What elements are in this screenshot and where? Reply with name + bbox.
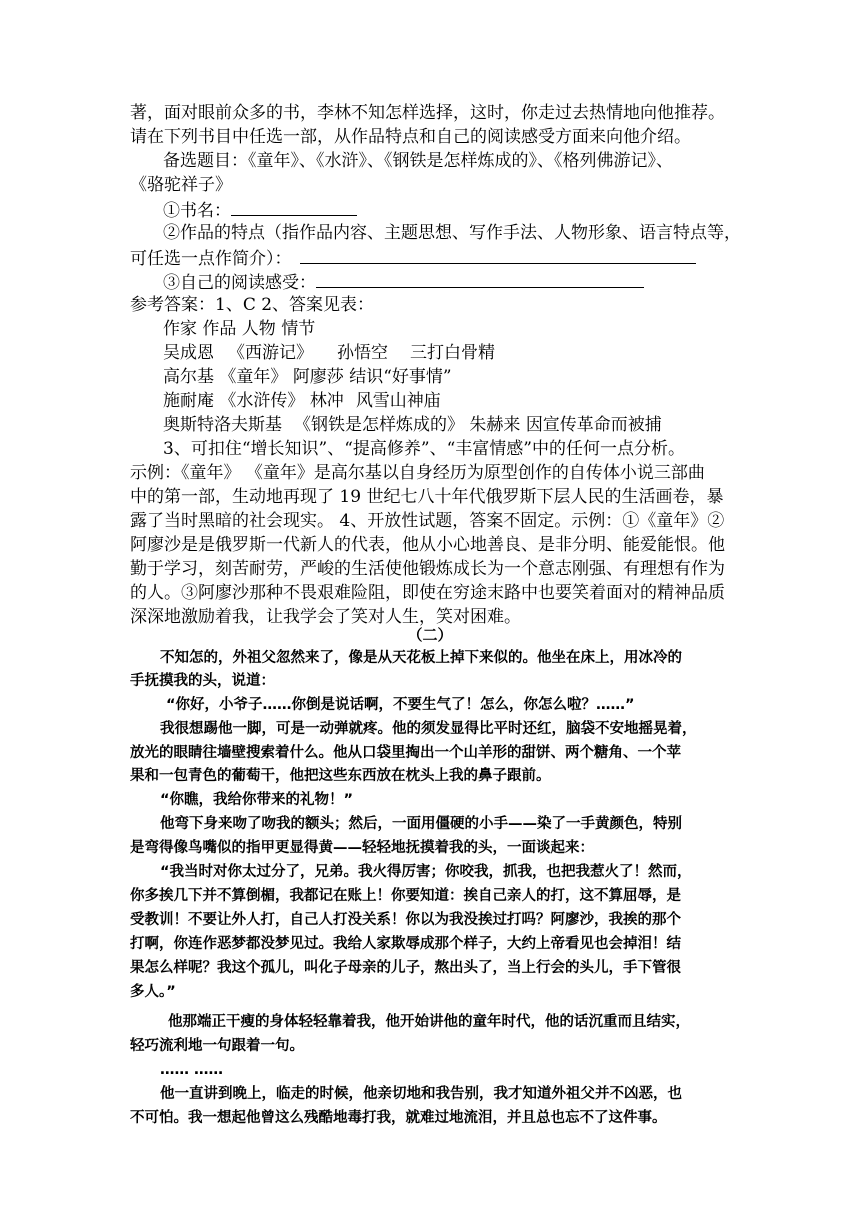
text-line: 阿廖沙是是俄罗斯一代新人的代表，他从小心地善良、是非分明、能爱能恨。他 — [130, 535, 725, 555]
text-line: 3、可扣住“增长知识”、“提高修养”、“丰富情感”中的任何一点分析。 — [163, 439, 685, 459]
answer-intro: 参考答案：1、C 2、答案见表： — [130, 295, 375, 315]
answer-blank — [316, 270, 644, 288]
question-label: ①书名： — [163, 201, 231, 221]
table-cell: 结识“好事情” — [349, 367, 452, 387]
table-cell: 《童年》 — [219, 367, 288, 387]
question-features — [130, 246, 696, 270]
text-line: 的人。③阿廖沙那种不畏艰难险阻，即使在穷途末路中也要笑着面对的精神品质 — [130, 583, 725, 603]
ellipsis-line: …… …… — [160, 1062, 224, 1078]
text-line: 多人。” — [130, 984, 176, 1000]
text-line: 受教训！不要让外人打，自己人打没关系！你以为我没挨过打吗？阿廖沙，我挨的那个 — [130, 912, 681, 928]
question-label: ③自己的阅读感受： — [163, 273, 316, 293]
table-cell: 三打白骨精 — [410, 343, 495, 363]
text-line: 他弯下身来吻了吻我的额头；然后，一面用僵硬的小手——染了一手黄颜色，特别 — [160, 816, 682, 832]
text-line: “你好，小爷子……你倒是说话啊，不要生气了！怎么，你怎么啦？……” — [166, 697, 635, 713]
text-line: 备选题目：《童年》、《水浒》、《钢铁是怎样炼成的》、《格列佛游记》、 — [163, 151, 673, 171]
table-cell: 朱赫来 — [469, 415, 521, 435]
text-line: ②作品的特点（指作品内容、主题思想、写作手法、人物形象、语言特点等， — [163, 223, 741, 243]
table-cell: 吴成恩 — [163, 343, 214, 363]
answer-blank — [231, 198, 357, 216]
text-line: 他一直讲到晚上，临走的时候，他亲切地和我告别，我才知道外祖父并不凶恶，也 — [160, 1086, 682, 1102]
table-cell: 风雪山神庙 — [355, 391, 441, 411]
text-line: “你瞧，我给你带来的礼物！” — [160, 792, 354, 808]
text-line: 放光的眼睛往墙壁搜索着什么。他从口袋里掏出一个山羊形的甜饼、两个糖角、一个苹 — [130, 745, 681, 761]
text-line: “我当时对你太过分了，兄弟。我火得厉害；你咬我，抓我，也把我惹火了！然而， — [160, 864, 692, 880]
text-line: 《骆驼祥子》 — [130, 175, 232, 195]
question-feelings — [163, 270, 644, 294]
text-line: 著，面对眼前众多的书，李林不知怎样选择，这时，你走过去热情地向他推荐。 — [130, 103, 725, 123]
answer-blank — [300, 246, 696, 264]
table-row — [163, 366, 452, 388]
table-cell: 阿廖莎 — [292, 367, 344, 387]
text-line: 深深地激励着我，让我学会了笑对人生，笑对困难。 — [130, 607, 521, 627]
text-line: 你多挨几下并不算倒楣，我都记在账上！你要知道：挨自己亲人的打，这不算屈辱，是 — [130, 888, 681, 904]
table-row — [163, 342, 495, 364]
text-line: 不可怕。我一想起他曾这么残酷地毒打我，就难过地流泪，并且总也忘不了这件事。 — [130, 1110, 667, 1126]
table-cell: 因宣传革命而被捕 — [525, 415, 662, 435]
table-cell: 《水浒传》 — [219, 391, 305, 411]
text-line: 是弯得像鸟嘴似的指甲更显得黄——轻轻地抚摸着我的头，一面谈起来： — [130, 840, 594, 856]
text-line: 手抚摸我的头，说道： — [130, 673, 275, 689]
table-row — [163, 414, 662, 436]
table-row — [163, 390, 441, 412]
table-header: 作家 作品 人物 情节 — [163, 319, 316, 339]
text-line: 示例：《童年》 《童年》是高尔基以自身经历为原型创作的自传体小说三部曲 — [130, 463, 705, 483]
table-cell: 《西游记》 — [228, 343, 313, 363]
question-label: 可任选一点作简介）： — [130, 249, 292, 269]
section-heading: （二） — [407, 626, 453, 644]
table-cell: 奥斯特洛夫斯基 — [163, 415, 282, 435]
table-cell: 《钢铁是怎样炼成的》 — [294, 415, 464, 435]
table-cell: 施耐庵 — [163, 391, 214, 411]
table-cell: 高尔基 — [163, 367, 214, 387]
text-line: 露了当时黑暗的社会现实。 4、开放性试题，答案不固定。示例：①《童年》② — [130, 511, 725, 531]
text-line: 轻巧流利地一句跟着一句。 — [130, 1038, 304, 1054]
text-line: 不知怎的，外祖父忽然来了，像是从天花板上掉下来似的。他坐在床上，用冰冷的 — [160, 650, 682, 666]
text-line: 打啊，你连作恶梦都没梦见过。我给人家欺辱成那个样子，大约上帝看见也会掉泪！结 — [130, 936, 681, 952]
text-line: 勤于学习，刻苦耐劳，严峻的生活使他锻炼成长为一个意志刚强、有理想有作为 — [130, 559, 725, 579]
text-line: 请在下列书目中任选一部，从作品特点和自己的阅读感受方面来向他介绍。 — [130, 127, 691, 147]
text-line: 我很想踢他一脚，可是一动弹就疼。他的须发显得比平时还红，脑袋不安地摇晃着， — [160, 721, 697, 737]
text-line: 果和一包青色的葡萄干，他把这些东西放在枕头上我的鼻子跟前。 — [130, 768, 551, 784]
text-line: 果怎么样呢？我这个孤儿，叫化子母亲的儿子，熬出头了，当上行会的头儿，手下管很 — [130, 960, 681, 976]
table-cell: 孙悟空 — [337, 343, 388, 363]
table-cell: 林冲 — [309, 391, 344, 411]
text-line: 中的第一部，生动地再现了 19 世纪七八十年代俄罗斯下层人民的生活画卷，暴 — [130, 487, 724, 507]
question-book-name — [163, 198, 357, 222]
text-line: 他那端正干瘦的身体轻轻靠着我，他开始讲他的童年时代，他的话沉重而且结实， — [168, 1014, 690, 1030]
